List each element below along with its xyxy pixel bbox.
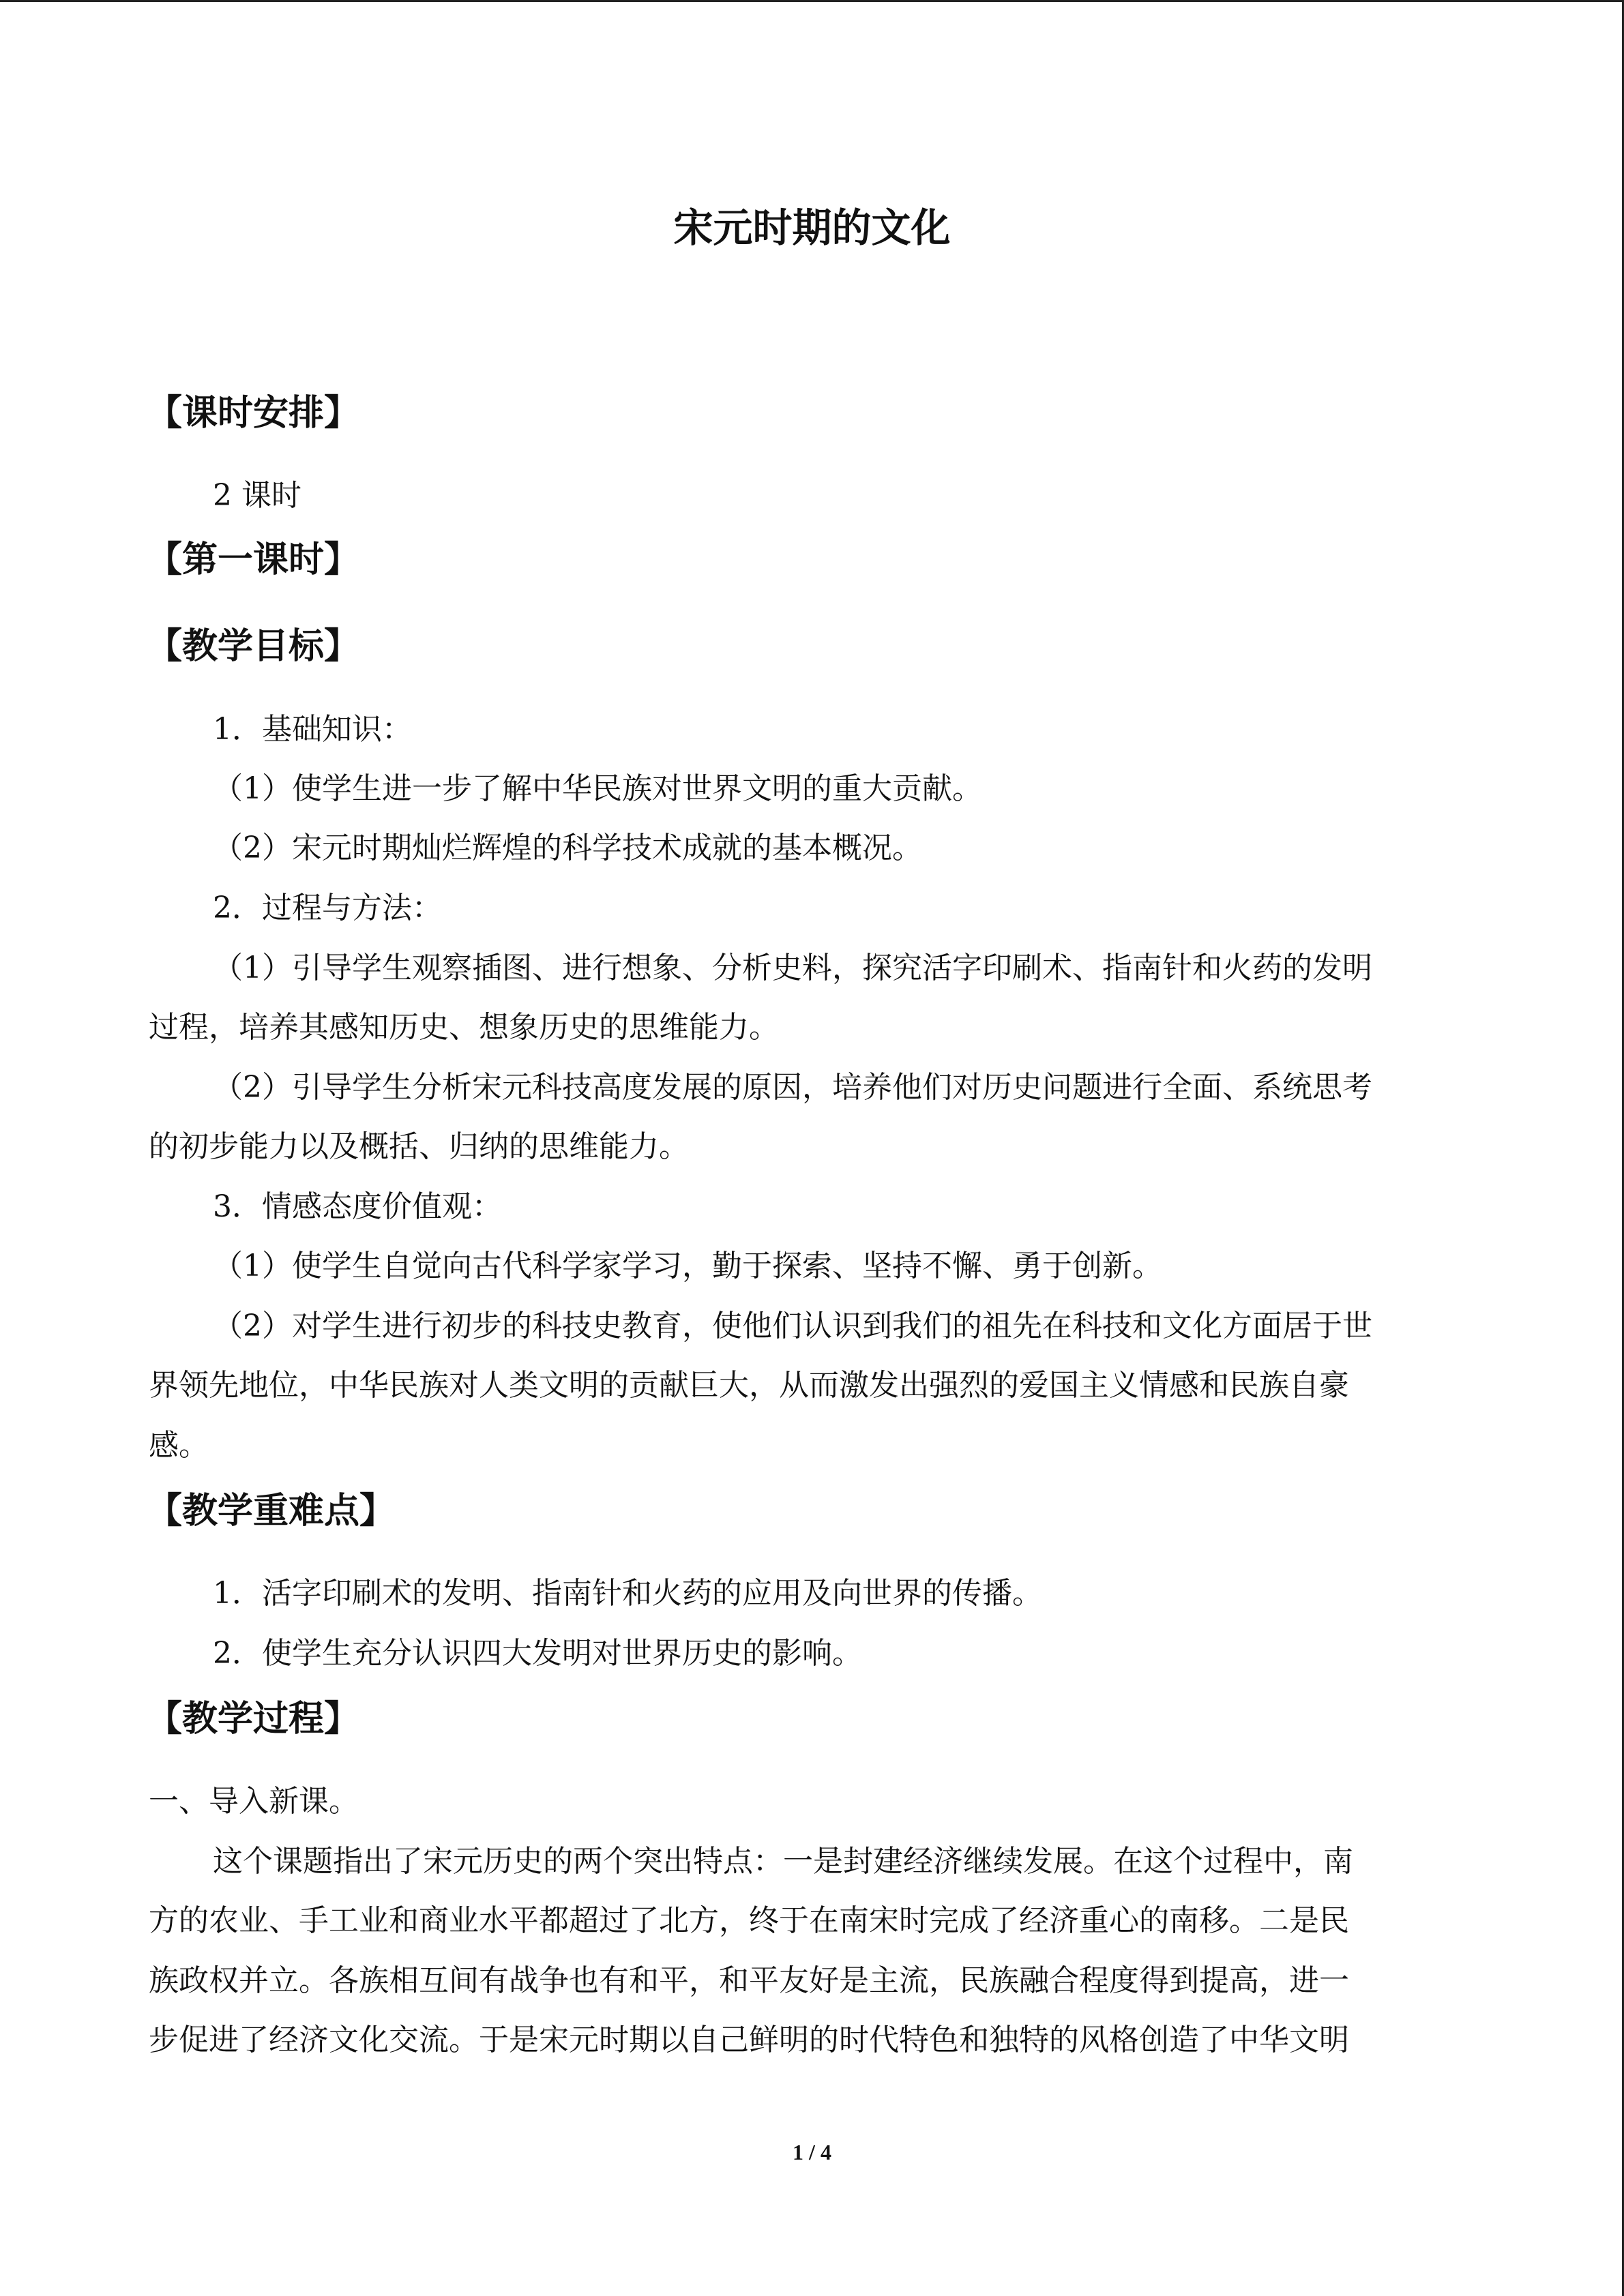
heading-first-lesson: 【第一课时】	[147, 539, 360, 580]
process-line: 步促进了经济文化交流。于是宋元时期以自己鲜明的时代特色和独特的风格创造了中华文明	[149, 2023, 1349, 2057]
objective-line: （2）引导学生分析宋元科技高度发展的原因，培养他们对历史问题进行全面、系统思考	[213, 1070, 1372, 1105]
heading-process: 【教学过程】	[147, 1699, 360, 1740]
page-number: 1 / 4	[793, 2140, 831, 2164]
objective-line: 感。	[149, 1428, 209, 1463]
objective-line: 界领先地位，中华民族对人类文明的贡献巨大，从而激发出强烈的爱国主义情感和民族自豪	[149, 1368, 1349, 1403]
heading-objectives: 【教学目标】	[147, 626, 360, 667]
document-title: 宋元时期的文化	[673, 205, 951, 251]
key-point-line: 2．使学生充分认识四大发明对世界历史的影响。	[213, 1636, 862, 1671]
process-line: 方的农业、手工业和商业水平都超过了北方，终于在南宋时完成了经济重心的南移。二是民	[149, 1903, 1349, 1938]
key-point-line: 1．活字印刷术的发明、指南针和火药的应用及向世界的传播。	[213, 1576, 1042, 1611]
objective-line: 1．基础知识：	[213, 712, 412, 747]
objective-line: 2．过程与方法：	[213, 891, 442, 925]
objective-line: 过程，培养其感知历史、想象历史的思维能力。	[149, 1010, 779, 1045]
objective-line: （1）引导学生观察插图、进行想象、分析史料，探究活字印刷术、指南针和火药的发明	[213, 951, 1372, 985]
objective-line: （1）使学生自觉向古代科学家学习，勤于探索、坚持不懈、勇于创新。	[213, 1249, 1162, 1283]
objective-line: （2）对学生进行初步的科技史教育，使他们认识到我们的祖先在科技和文化方面居于世	[213, 1309, 1372, 1343]
objective-line: 3．情感态度价值观：	[213, 1189, 502, 1224]
process-line: 这个课题指出了宋元历史的两个突出特点：一是封建经济继续发展。在这个过程中，南	[213, 1844, 1353, 1879]
objective-line: （2）宋元时期灿烂辉煌的科学技术成就的基本概况。	[213, 831, 922, 865]
process-line: 族政权并立。各族相互间有战争也有和平，和平友好是主流，民族融合程度得到提高，进一	[149, 1963, 1349, 1998]
objective-line: 的初步能力以及概括、归纳的思维能力。	[149, 1129, 689, 1164]
page-border-top	[0, 0, 1624, 2]
heading-key-points: 【教学重难点】	[147, 1491, 396, 1532]
schedule-text: 2 课时	[213, 478, 301, 513]
heading-schedule: 【课时安排】	[147, 393, 360, 434]
objective-line: （1）使学生进一步了解中华民族对世界文明的重大贡献。	[213, 771, 982, 806]
process-line: 一、导入新课。	[149, 1784, 359, 1819]
